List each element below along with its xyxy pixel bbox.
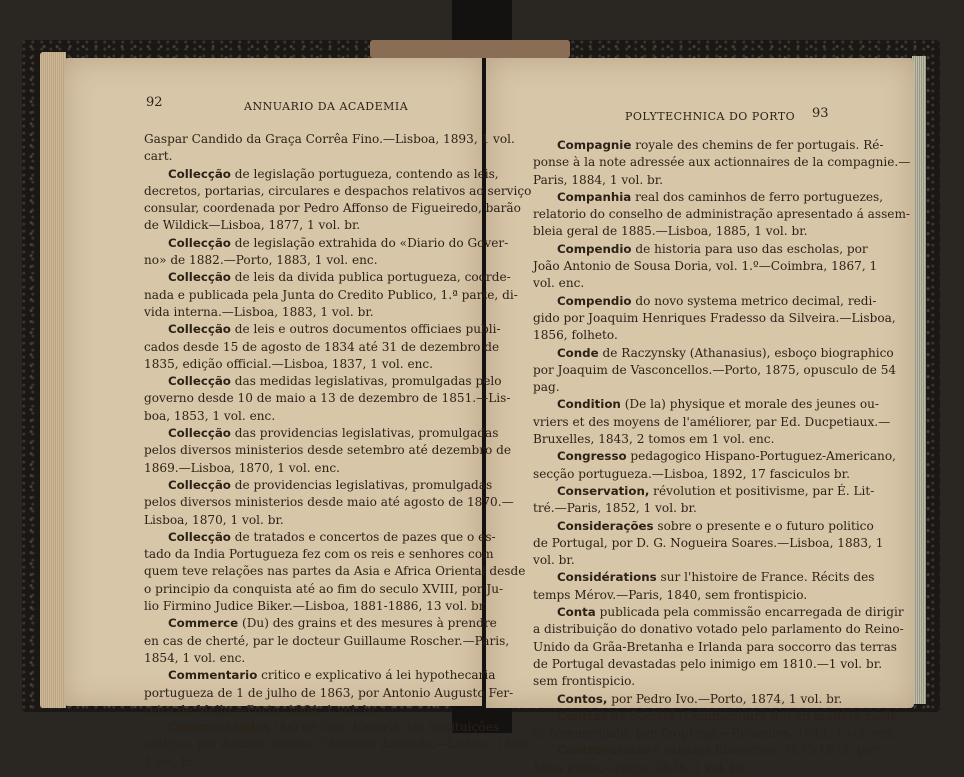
entry-heading: Collecção [168, 477, 231, 492]
entry-heading: Conta [557, 605, 596, 620]
entry-text: João Antonio de Sousa Doria, vol. 1.º—Coimbra, 1867, 1 [533, 259, 878, 274]
entry-text: consular, coordenada por Pedro Affonso de Figueiredo, barão [144, 201, 521, 216]
entry-text: pag. [533, 380, 560, 395]
entry-text: reira de Mello.—Porto, 1864, 1 vol. br. [144, 702, 379, 717]
text-line [144, 598, 488, 615]
entry-text: 1856, folheto. [533, 328, 618, 343]
text-line [533, 500, 826, 517]
entry-text: vol. br. [533, 553, 575, 568]
text-line [144, 425, 499, 442]
entry-text: de leis e outros documentos officiaes publi- [230, 322, 501, 337]
entry-text: tré.—Paris, 1852, 1 vol. br. [533, 501, 697, 516]
text-line [533, 223, 826, 240]
entry-text: a distribuição do donativo votado pelo parlamento do Reino- [533, 622, 904, 637]
entry-text: de tratados e concertos de pazes que o es- [230, 529, 496, 544]
entry-text: pelos diversos ministerios desde setembro até dezembro de [144, 443, 512, 458]
left-running-head: ANNUARIO DA ACADEMIA [244, 100, 409, 113]
text-line [533, 293, 877, 310]
entry-text: de providencias legislativas, promulgadas [230, 477, 493, 492]
text-line [144, 529, 496, 546]
text-line [533, 345, 894, 362]
entry-heading: Collecção [168, 529, 231, 544]
text-line [533, 275, 826, 292]
entry-text: das medidas legislativas, promulgadas pelo [230, 374, 502, 389]
text-line [533, 258, 878, 275]
text-line [144, 235, 509, 252]
entry-text: et commerciale, par Troplong.—Bruxelles, 1843, 1 vol. enc. [533, 726, 898, 741]
entry-heading: Compendio [557, 241, 632, 256]
text-line [533, 742, 878, 759]
entry-text: 1835, edição official.—Lisboa, 1837, 1 vol. enc. [144, 356, 434, 371]
text-line [533, 621, 904, 638]
text-line [144, 252, 437, 269]
entry-text: sur l'histoire de France. Récits des [656, 570, 875, 585]
entry-heading: Considerações [557, 518, 654, 533]
entry-heading: Conservation, [557, 483, 650, 498]
text-line [144, 581, 504, 598]
text-line [533, 604, 904, 621]
text-line [533, 396, 879, 413]
text-line [144, 667, 496, 684]
entry-text: Unido da Grãa-Bretanha e Irlanda para soccorro das terras [533, 639, 897, 654]
entry-text: 1 vol. br. [144, 754, 198, 769]
entry-text: cados desde 15 de agosto de 1834 até 31 de dezembro de [144, 339, 500, 354]
entry-text: 1854, 1 vol. enc. [144, 650, 246, 665]
entry-text: Bruxelles, 1843, 2 tomos em 1 vol. enc. [533, 432, 775, 447]
text-line [144, 408, 437, 425]
entry-text: de historia para uso das escholas, por [631, 241, 868, 256]
entry-heading: Controversias [557, 743, 650, 758]
text-line [144, 477, 493, 494]
text-line [144, 373, 502, 390]
text-line [533, 535, 884, 552]
text-line [144, 148, 437, 165]
entry-text: boa, 1853, 1 vol. enc. [144, 408, 276, 423]
entry-heading: Considérations [557, 570, 657, 585]
entry-text: lio Firmino Judice Biker.—Lisboa, 1881-1886, 13 vol. br. [144, 599, 488, 614]
text-line [533, 466, 850, 483]
entry-text: royale des chemins de fer portugais. Ré- [631, 138, 884, 152]
entry-heading: Collecção [168, 374, 231, 389]
text-line [533, 414, 891, 431]
entry-text: Gaspar Candido da Graça Corrêa Fino.—Lisboa, 1893, 1 vol. [144, 132, 515, 146]
entry-text: de Portugal devastadas pelo inimigo em 1810.—1 vol. br. [533, 656, 883, 671]
text-line [533, 379, 826, 396]
text-line [533, 327, 826, 344]
entry-text: (Du) des grains et des mesures à prendre [238, 616, 497, 631]
text-line [533, 569, 875, 586]
entry-text: por Pedro Ivo.—Porto, 1874, 1 vol. br. [607, 691, 843, 706]
left-page-number: 92 [146, 95, 163, 110]
text-line [144, 339, 500, 356]
entry-text: gido por Joaquim Henriques Fradesso da Silveira.—Lisboa, [533, 310, 896, 325]
entry-text: de Portugal, por D. G. Nogueira Soares.—Lisboa, 1883, 1 [533, 535, 884, 550]
text-line [533, 673, 826, 690]
entry-text: Lisboa, 1870, 1 vol. br. [144, 512, 284, 527]
text-line [533, 656, 883, 673]
entry-heading: Congresso [557, 449, 627, 464]
text-line [144, 563, 526, 580]
entry-text: révolution et positivisme, par É. Lit- [649, 483, 875, 498]
page-edges-left [40, 52, 66, 708]
entry-text: relatorio do conselho de administração apresentado á assem- [533, 207, 911, 222]
entry-heading: Conde [557, 345, 599, 360]
entry-heading: Compendio [557, 293, 632, 308]
text-line [533, 172, 826, 189]
text-line [144, 460, 437, 477]
entry-heading: Collecção [168, 322, 231, 337]
entry-text: cart. [144, 149, 173, 164]
text-line [144, 269, 511, 286]
text-line [144, 615, 497, 632]
entry-text: (As) de Goa, historia das instituições [270, 720, 499, 735]
entry-text: ponse à la note adressée aux actionnaires de la compagnie.— [533, 155, 911, 170]
entry-text: de legislação extrahida do «Diario do Gover- [230, 235, 509, 250]
text-line [533, 587, 826, 604]
text-line [144, 321, 501, 338]
entry-heading: Contrat [557, 708, 608, 723]
text-line [533, 241, 868, 258]
text-line [533, 483, 875, 500]
text-line [144, 200, 521, 217]
right-page-number: 93 [812, 106, 829, 121]
text-line [144, 304, 437, 321]
left-page-text [144, 131, 532, 771]
text-line [144, 685, 514, 702]
entry-text: de Société (Commentaire du) en matière civile [607, 708, 898, 723]
entry-heading: Companhia [557, 189, 632, 204]
headband [370, 40, 570, 58]
text-line [144, 633, 510, 650]
text-line [144, 217, 437, 234]
entry-text: sem frontispicio. [533, 674, 636, 689]
entry-text: pelos diversos ministerios desde maio até agosto de 1870.— [144, 495, 514, 510]
text-line [144, 494, 514, 511]
entry-heading: Commentario [168, 668, 258, 683]
entry-text: de Raczynsky (Athanasius), esboço biographico [598, 345, 894, 360]
entry-text: portugueza de 1 de julho de 1863, por Antonio Augusto Fer- [144, 685, 514, 700]
entry-text: por Joaquim de Vasconcellos.—Porto, 1875, opusculo de 54 [533, 362, 897, 377]
entry-text: do novo systema metrico decimal, redi- [631, 293, 877, 308]
text-line [533, 206, 911, 223]
entry-text: publicada pela commissão encarregada de dirigir [595, 605, 904, 620]
entry-text: de legislação portugueza, contendo as leis, [230, 166, 499, 181]
text-line [533, 431, 826, 448]
entry-heading: Compagnie [557, 138, 632, 152]
entry-text: Paris, 1884, 1 vol. br. [533, 172, 664, 187]
text-line [533, 552, 826, 569]
entry-heading: Condition [557, 397, 621, 412]
entry-heading: Collecção [168, 270, 231, 285]
entry-heading: Collecção [168, 166, 231, 181]
text-line [144, 512, 437, 529]
entry-text: decretos, portarias, circulares e despachos relativos ao serviço [144, 183, 532, 198]
text-line [533, 137, 884, 154]
entry-text: vida interna.—Lisboa, 1883, 1 vol. br. [144, 304, 374, 319]
entry-text: pedagogico Hispano-Portuguez-Americano, [626, 449, 896, 464]
text-line [533, 154, 911, 171]
text-line [533, 725, 898, 742]
entry-text: antigas, por Antonio Emilio d'Almeida Azevedo.—Lisboa, 1890, [144, 737, 531, 752]
entry-text: e estudos litterarios, 1875-1878, por [649, 743, 878, 758]
entry-text: quem teve relações nas partes da Asia e Africa Oriental desde [144, 564, 526, 579]
text-line [533, 310, 896, 327]
entry-text: de leis da divida publica portugueza, coorde- [230, 270, 511, 285]
entry-text: secção portugueza.—Lisboa, 1892, 17 fasciculos br. [533, 466, 850, 481]
text-line [533, 708, 898, 725]
text-line [144, 287, 518, 304]
entry-text: Silva Pinto.—Porto, 1878, 1 vol. br. [533, 760, 747, 775]
text-line [533, 691, 843, 708]
entry-text: bleia geral de 1885.—Lisboa, 1885, 1 vol. br. [533, 224, 808, 239]
text-line [144, 131, 515, 148]
text-line [144, 736, 531, 753]
text-line [144, 719, 499, 736]
entry-text: vriers et des moyens de l'améliorer, par Ed. Ducpetiaux.— [533, 414, 891, 429]
entry-heading: Collecção [168, 426, 231, 441]
text-line [144, 442, 512, 459]
text-line [533, 362, 897, 379]
entry-text: vol. enc. [533, 276, 585, 291]
page-edges-right [912, 56, 926, 704]
text-line [144, 650, 437, 667]
text-line [533, 760, 826, 777]
text-line [144, 166, 499, 183]
text-line [533, 518, 874, 535]
text-line [144, 183, 532, 200]
text-line [144, 546, 494, 563]
entry-text: de Wildick—Lisboa, 1877, 1 vol. br. [144, 218, 361, 233]
entry-heading: Contos, [557, 691, 608, 706]
text-line [144, 754, 437, 771]
entry-text: en cas de cherté, par le docteur Guillaume Roscher.—Paris, [144, 633, 510, 648]
text-line [533, 189, 884, 206]
entry-text: sobre o presente e o futuro politico [653, 518, 874, 533]
entry-text: 1869.—Lisboa, 1870, 1 vol. enc. [144, 460, 340, 475]
text-line [144, 702, 437, 719]
entry-heading: Collecção [168, 235, 231, 250]
entry-text: nada e publicada pela Junta do Credito Publico, 1.ª parte, di- [144, 287, 518, 302]
entry-heading: Communidades [168, 720, 271, 735]
entry-text: critico e explicativo á lei hypothecaria [257, 668, 496, 683]
entry-text: das providencias legislativas, promulgadas [230, 426, 499, 441]
text-line [144, 390, 511, 407]
text-line [533, 639, 897, 656]
entry-heading: Commerce [168, 616, 239, 631]
right-running-head: POLYTECHNICA DO PORTO [625, 110, 796, 123]
right-page-text [533, 137, 911, 777]
entry-text: (De la) physique et morale des jeunes ou- [620, 397, 879, 412]
text-line [144, 356, 437, 373]
text-line [533, 448, 896, 465]
entry-text: tado da India Portugueza fez com os reis e senhores com [144, 547, 494, 562]
entry-text: governo desde 10 de maio a 13 de dezembro de 1851.—Lis- [144, 391, 511, 406]
entry-text: real dos caminhos de ferro portuguezes, [631, 189, 884, 204]
entry-text: no» de 1882.—Porto, 1883, 1 vol. enc. [144, 253, 378, 268]
entry-text: o principio da conquista até ao fim do seculo XVIII, por Ju- [144, 581, 504, 596]
entry-text: temps Mérov.—Paris, 1840, sem frontispicio. [533, 587, 808, 602]
